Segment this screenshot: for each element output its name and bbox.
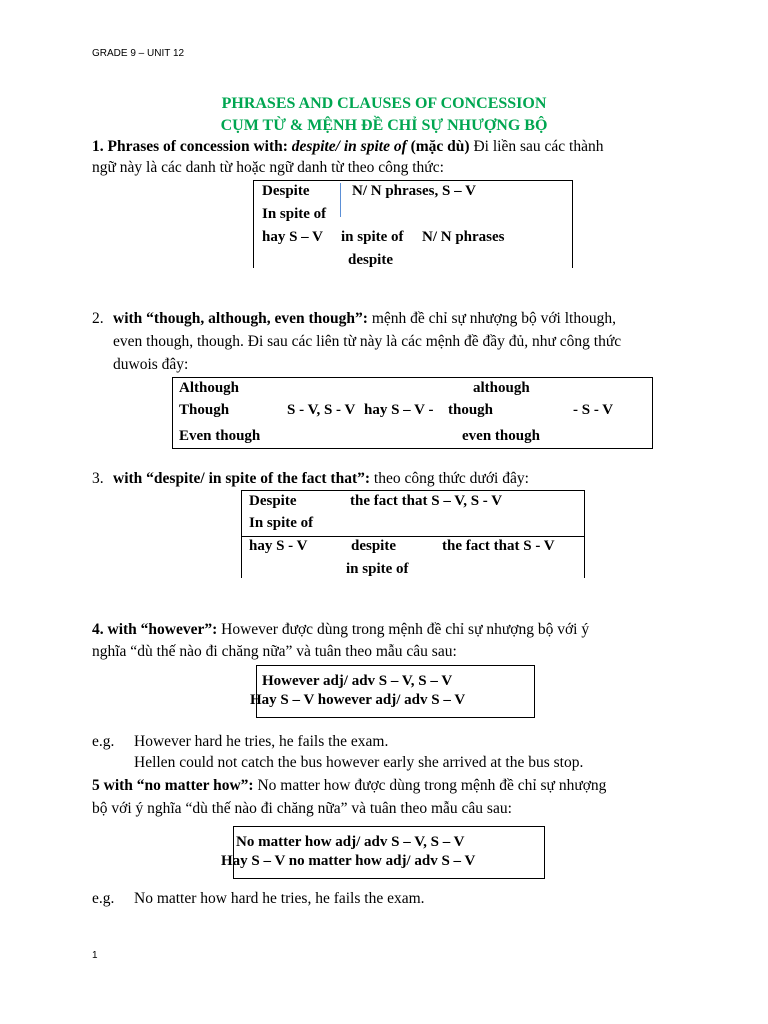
section4-eg-line2: Hellen could not catch the bus however early she arrived at the bus stop.: [134, 754, 584, 771]
running-header: GRADE 9 – UNIT 12: [92, 48, 185, 59]
section1-heading: 1. Phrases of concession with:: [92, 138, 292, 155]
s2-cell-though: Though: [179, 402, 230, 418]
section4-heading-line: [92, 619, 589, 641]
section1-keywords: despite/ in spite of: [291, 138, 407, 155]
s1-cell-despite-2: despite: [348, 252, 393, 268]
section5-heading-line: [92, 775, 606, 797]
s5-formula-line1: No matter how adj/ adv S – V, S – V: [236, 834, 465, 850]
s1-cell-in-spite-of-2: in spite of: [341, 229, 404, 245]
s1-cell-in-spite-of: In spite of: [262, 206, 327, 222]
s3-cell-in-spite-of: In spite of: [249, 515, 314, 531]
section2-desc: mệnh đề chỉ sự nhượng bộ với lthough,: [367, 310, 616, 327]
section3-heading-line: [113, 468, 529, 490]
page-number: 1: [92, 950, 98, 961]
s2-cell-even-though: Even though: [179, 428, 261, 444]
s2-cell-sv: - S - V: [573, 402, 614, 418]
s3-cell-despite-2: despite: [351, 538, 396, 554]
s2-cell-though-2: though: [448, 402, 494, 418]
s1-cell-hay: hay S – V: [262, 229, 323, 245]
section2-number: 2.: [92, 310, 104, 327]
s5-formula-line2: Hay S – V no matter how adj/ adv S – V: [221, 853, 476, 869]
s3-cell-fact-that: the fact that S - V: [442, 538, 555, 554]
section4-heading: 4. with “however”:: [92, 621, 218, 638]
s2-cell-although: Although: [179, 380, 240, 396]
s1-cell-despite: Despite: [262, 183, 310, 199]
s2-cell-although-2: although: [473, 380, 530, 396]
section3-number: 3.: [92, 470, 104, 487]
s1-cell-n-phrases: N/ N phrases: [422, 229, 505, 245]
page-title: PHRASES AND CLAUSES OF CONCESSION: [221, 95, 547, 112]
section5-desc: No matter how được dùng trong mệnh đề chỉ sự nhượng: [253, 777, 607, 794]
s4-formula-line2: Hay S – V however adj/ adv S – V: [250, 692, 466, 708]
section4-desc: However được dùng trong mệnh đề chỉ sự nhượng bộ với ý: [217, 621, 590, 638]
s2-cell-even-though-2: even though: [462, 428, 540, 444]
section5-desc-line2: bộ với ý nghĩa “dù thế nào đi chăng nữa” và tuân theo mẫu câu sau:: [92, 800, 512, 817]
s1-cell-formula: N/ N phrases, S – V: [352, 183, 476, 199]
section3-heading: with “despite/ in spite of the fact that”:: [113, 470, 371, 487]
section4-eg-label: e.g.: [92, 733, 115, 750]
s3-cell-despite: Despite: [249, 493, 297, 509]
s3-cell-hay: hay S - V: [249, 538, 308, 554]
section1-meaning: (mặc dù): [406, 138, 470, 155]
section3-desc: theo công thức dưới đây:: [370, 470, 529, 487]
s3-cell-formula: the fact that S – V, S - V: [350, 493, 503, 509]
section2-heading-line: [113, 308, 616, 330]
s4-formula-line1: However adj/ adv S – V, S – V: [262, 673, 453, 689]
section5-heading: 5 with “no matter how”:: [92, 777, 254, 794]
section1-desc: Đi liền sau các thành: [469, 138, 604, 155]
page-subtitle: CỤM TỪ & MỆNH ĐỀ CHỈ SỰ NHƯỢNG BỘ: [220, 117, 548, 134]
section2-desc-line2: even though, though. Đi sau các liên từ này là các mệnh đề đầy đủ, như công thức: [113, 333, 622, 350]
section5-eg-line1: No matter how hard he tries, he fails the exam.: [134, 890, 425, 907]
section2-heading: with “though, although, even though”:: [113, 310, 368, 327]
s3-cell-in-spite-of-2: in spite of: [346, 561, 409, 577]
s2-cell-hay: hay S – V -: [364, 402, 434, 418]
section4-eg-line1: However hard he tries, he fails the exam.: [134, 733, 389, 750]
section4-desc-line2: nghĩa “dù thế nào đi chăng nữa” và tuân theo mẫu câu sau:: [92, 643, 457, 660]
section1-heading-line: [92, 136, 603, 158]
section1-desc-line2: ngữ này là các danh từ hoặc ngữ danh từ theo công thức:: [92, 159, 444, 176]
section5-eg-label: e.g.: [92, 890, 115, 907]
section2-desc-line3: duwois đây:: [113, 356, 189, 373]
s2-cell-formula: S - V, S - V: [287, 402, 356, 418]
